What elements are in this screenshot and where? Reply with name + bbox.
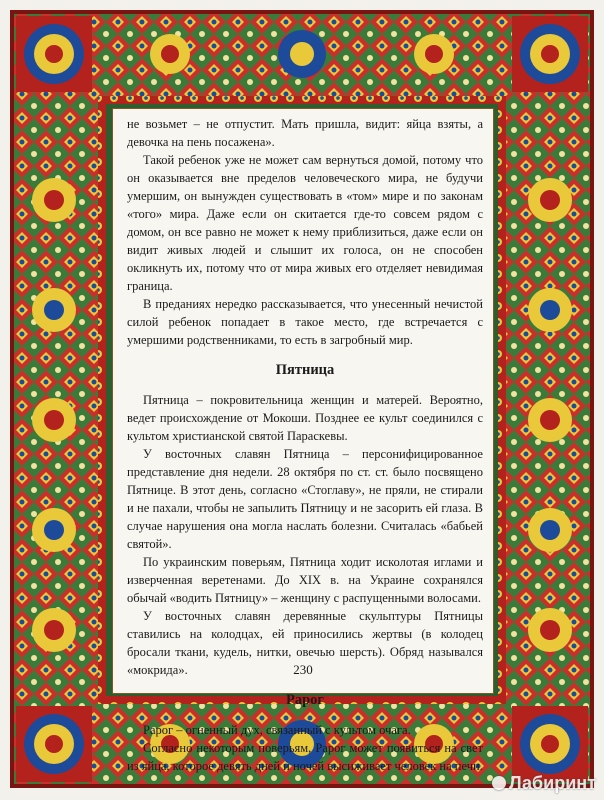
paragraph-continued: не возьмет – не отпустит. Мать пришла, видит: яйца взяты, а девочка на пень посажена». xyxy=(127,117,483,149)
corner-medallion-top-right xyxy=(512,16,588,92)
section-heading-rarog: Рарог xyxy=(285,692,324,708)
corner-medallion-bottom-right xyxy=(512,706,588,782)
labirint-logo-icon xyxy=(492,776,506,790)
paragraph: У восточных славян Пятница – персонифицированное представление дня недели. 28 октября по ст. ст. было посвящено Пятнице. В этот день, согласно «Стоглаву», не пряли, не стирали и не пахали, чтобы не запылить Пятницу и не засорить ей глаза. В случае нарушения она могла наслать болезни. Считалась «бабьей святой». xyxy=(127,447,483,551)
paragraph: Пятница – покровительница женщин и матерей. Вероятно, ведет происхождение от Мокоши. Позднее ее культ соединился с культом христианской святой Параскевы. xyxy=(127,393,483,443)
corner-medallion-bottom-left xyxy=(16,706,92,782)
paragraph: Рарог – огненный дух, связанный с культом очага. xyxy=(143,723,411,737)
page-number: 230 xyxy=(293,662,313,677)
paragraph: По украинским поверьям, Пятница ходит исколотая иглами и изверченная веретенами. До XIX в. на Украине сохранялся обычай «водить Пятницу» – женщину с распущенными волосами. xyxy=(127,555,483,605)
watermark-text: Лабиринт xyxy=(508,773,596,793)
paragraph: В преданиях нередко рассказывается, что унесенный нечистой силой ребенок попадает в такое место, где встречается с умершими родственниками, то есть в загробный мир. xyxy=(127,297,483,347)
section-heading-friday: Пятница xyxy=(275,362,335,378)
text-panel xyxy=(112,108,494,773)
watermark xyxy=(492,773,596,794)
paragraph: Согласно некоторым поверьям, Рарог может появиться на свет из яйца, которое девять дней и ночей высиживает человек на печи. xyxy=(127,741,483,773)
corner-medallion-top-left xyxy=(16,16,92,92)
paragraph: У восточных славян деревянные скульптуры Пятницы ставились на колодцах, ей приносились жертвы (в колодец бросали ткани, кудель, нитки, овечью шерсть). Обряд назывался «мокрида». xyxy=(127,609,483,677)
paragraph: Такой ребенок уже не может сам вернуться домой, потому что он оказывается вне пределов человеческого мира, не будучи умершим, он вынужден существовать в «том» мире и по законам «того» мира. Даже если он скитается где-то совсем рядом с домом, он все равно не может к нему приблизиться, даже если он видит живых людей и слышит их голоса, он не способен окликнуть их, потому что от мира живых его отделяет невидимая граница. xyxy=(127,153,483,293)
